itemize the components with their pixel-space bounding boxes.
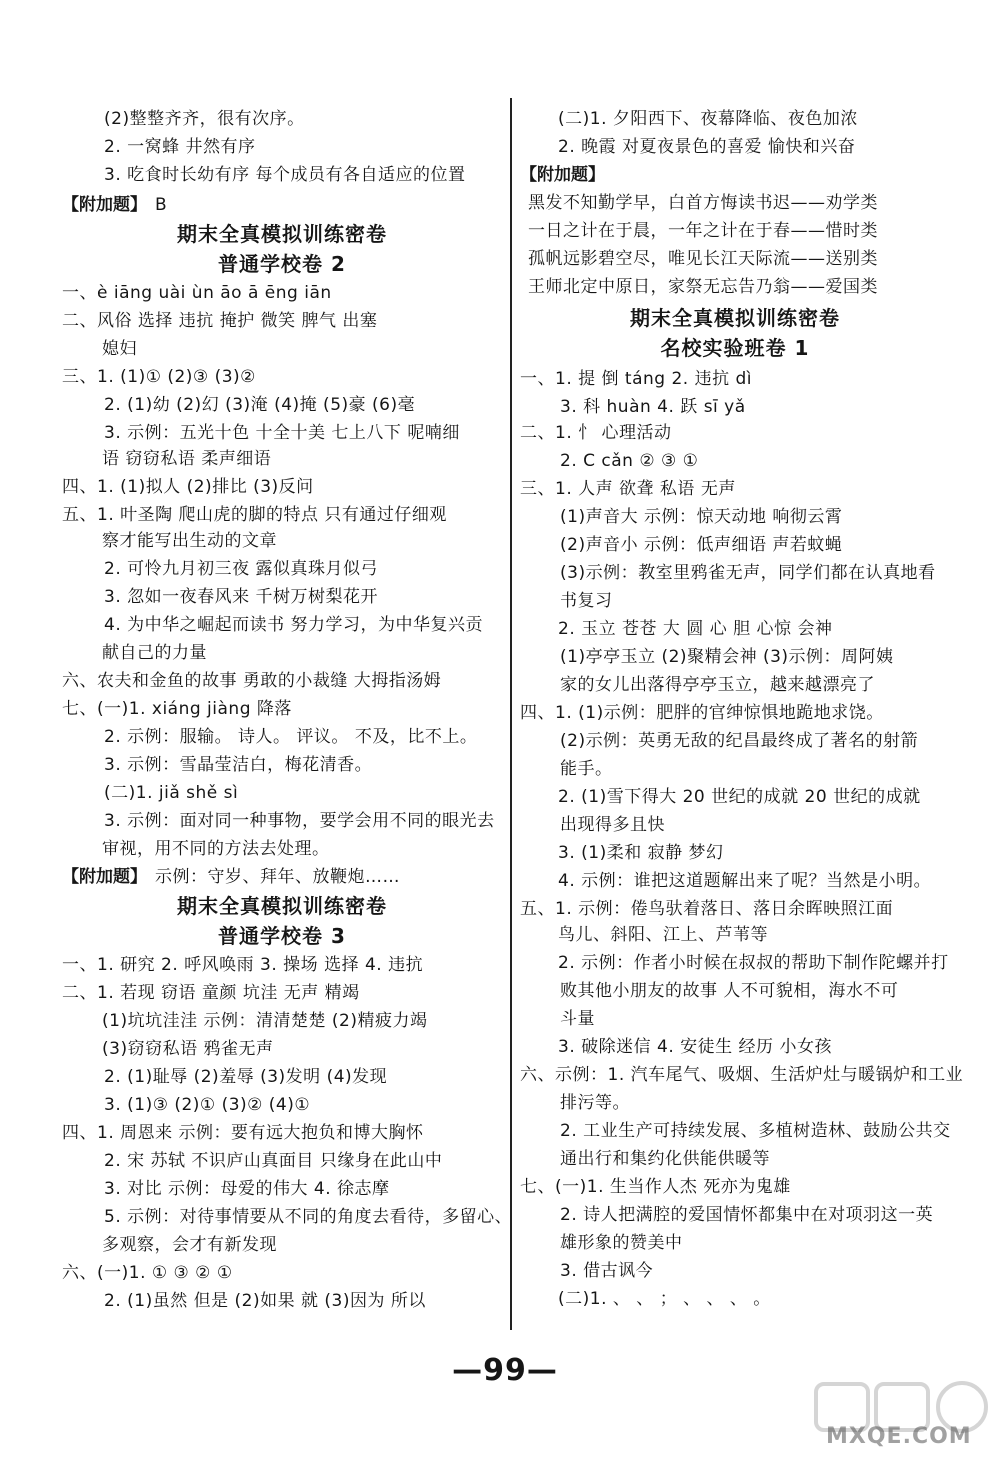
answer-line: 多观察，会才有新发现: [102, 1235, 277, 1255]
answer-line: 排污等。: [560, 1093, 630, 1113]
answer-line: 2. 一窝蜂 井然有序: [104, 137, 256, 157]
answer-line: 3. (1)柔和 寂静 梦幻: [558, 843, 724, 863]
answer-line: 五、1. 示例：倦鸟驮着落日、落日余晖映照江面: [520, 899, 894, 919]
answer-line: 3. 破除迷信 4. 安徒生 经历 小女孩: [558, 1037, 832, 1057]
answer-text: B: [155, 195, 168, 215]
answer-line: 2. (1)耻辱 (2)羞辱 (3)发明 (4)发现: [104, 1067, 388, 1087]
section-heading: 期末全真模拟训练密卷: [177, 222, 387, 246]
answer-line: 4. 为中华之崛起而读书 努力学习，为中华复兴贡: [104, 615, 484, 635]
answer-line: 2. 诗人把满腔的爱国情怀都集中在对项羽这一英: [560, 1205, 934, 1225]
answer-line: (3)窃窃私语 鸦雀无声: [102, 1039, 274, 1059]
extra-question-line: [62, 864, 400, 890]
answer-line: 2. 玉立 苍苍 大 圆 心 胆 心惊 会神: [558, 619, 833, 639]
answer-line: (3)示例：教室里鸦雀无声，同学们都在认真地看: [560, 563, 936, 583]
answer-line: 三、1. 人声 欲聋 私语 无声: [520, 479, 736, 499]
answer-line: 一、1. 提 倒 táng 2. 违抗 dì: [520, 369, 753, 389]
answer-line: 一、è iāng uài ùn āo ā ēng iān: [62, 283, 332, 303]
answer-line: 4. 示例：谁把这道题解出来了呢？当然是小明。: [558, 871, 932, 891]
section-heading: 名校实验班卷 1: [660, 336, 810, 360]
answer-line: 3. (1)③ (2)① (3)② (4)①: [104, 1095, 311, 1115]
answer-line: 败其他小朋友的故事 人不可貌相，海水不可: [560, 981, 899, 1001]
answer-line: (2)示例：英勇无敌的纪昌最终成了著名的射箭: [560, 731, 919, 751]
answer-line: (1)声音大 示例：惊天动地 响彻云霄: [560, 507, 843, 527]
page-number: —99—: [452, 1353, 558, 1388]
answer-line: 2. 示例：作者小时候在叔叔的帮助下制作陀螺并打: [558, 953, 949, 973]
watermark-text: MXQE.COM: [826, 1424, 972, 1449]
answer-line: 书复习: [560, 591, 613, 611]
answer-line: 2. (1)幼 (2)幻 (3)淹 (4)掩 (5)豪 (6)毫: [104, 395, 416, 415]
answer-line: 六、(一)1. ① ③ ② ①: [62, 1263, 233, 1283]
answer-line: 2. 可怜九月初三夜 露似真珠月似弓: [104, 559, 379, 579]
answer-line: (二)1. jiǎ shě sì: [104, 783, 239, 803]
answer-line: 鸟儿、斜阳、江上、芦苇等: [558, 925, 768, 945]
answer-line: 2. 宋 苏轼 不识庐山真面目 只缘身在此山中: [104, 1151, 443, 1171]
answer-line: 3. 借古讽今: [560, 1261, 654, 1281]
answer-line: 二、风俗 选择 违抗 掩护 微笑 脾气 出塞: [62, 311, 378, 331]
extra-question-tag: 【附加题】: [62, 867, 147, 887]
answer-line: 媳妇: [102, 339, 137, 359]
answer-line: 能手。: [560, 759, 613, 779]
answer-line: 孤帆远影碧空尽，唯见长江天际流——送别类: [528, 249, 878, 269]
extra-question-tag: 【附加题】: [62, 195, 147, 215]
answer-line: 献自己的力量: [102, 643, 207, 663]
answer-line: 一日之计在于晨，一年之计在于春——惜时类: [528, 221, 878, 241]
answer-line: 察才能写出生动的文章: [102, 531, 277, 551]
answer-line: 一、1. 研究 2. 呼风唤雨 3. 操场 选择 4. 违抗: [62, 955, 424, 975]
answer-line: 七、(一)1. xiáng jiàng 降落: [62, 699, 292, 719]
answer-line: 五、1. 叶圣陶 爬山虎的脚的特点 只有通过仔细观: [62, 505, 447, 525]
answer-line: 3. 吃食时长幼有序 每个成员有各自适应的位置: [104, 165, 466, 185]
answer-line: 3. 示例：面对同一种事物，要学会用不同的眼光去: [104, 811, 495, 831]
answer-line: (1)亭亭玉立 (2)聚精会神 (3)示例：周阿姨: [560, 647, 894, 667]
answer-line: 家的女儿出落得亭亭玉立，越来越漂亮了: [560, 675, 875, 695]
answer-line: 通出行和集约化供能供暖等: [560, 1149, 770, 1169]
answer-line: 2. 晚霞 对夏夜景色的喜爱 愉快和兴奋: [558, 137, 856, 157]
section-heading: 期末全真模拟训练密卷: [177, 894, 387, 918]
answer-line: 3. 示例：五光十色 十全十美 七上八下 呢喃细: [104, 423, 460, 443]
answer-line: 2. (1)虽然 但是 (2)如果 就 (3)因为 所以: [104, 1291, 426, 1311]
answer-line: 七、(一)1. 生当作人杰 死亦为鬼雄: [520, 1177, 791, 1197]
answer-line: 王师北定中原日，家祭无忘告乃翁——爱国类: [528, 277, 878, 297]
column-divider: [510, 98, 512, 1330]
answer-line: (二)1. 夕阳西下、夜幕降临、夜色加浓: [558, 109, 858, 129]
answer-line: 六、农夫和金鱼的故事 勇敢的小裁缝 大拇指汤姆: [62, 671, 442, 691]
extra-question-line: [62, 192, 167, 218]
answer-line: 2. (1)雪下得大 20 世纪的成就 20 世纪的成就: [558, 787, 921, 807]
answer-line: 四、1. (1)拟人 (2)排比 (3)反问: [62, 477, 314, 497]
answer-line: 四、1. (1)示例：肥胖的官绅惊惧地跪地求饶。: [520, 703, 884, 723]
answer-line: (2)整整齐齐，很有次序。: [104, 109, 305, 129]
answer-text: 示例：守岁、拜年、放鞭炮……: [155, 867, 400, 887]
answer-line: 2. C cǎn ② ③ ①: [560, 451, 699, 471]
answer-line: 斗量: [560, 1009, 595, 1029]
answer-line: 3. 忽如一夜春风来 千树万树梨花开: [104, 587, 379, 607]
answer-line: (2)声音小 示例：低声细语 声若蚊蝇: [560, 535, 843, 555]
answer-line: 黑发不知勤学早，白首方悔读书迟——劝学类: [528, 193, 878, 213]
answer-line: 审视，用不同的方法去处理。: [102, 839, 330, 859]
extra-question-line: [520, 162, 605, 188]
answer-line: 语 窃窃私语 柔声细语: [102, 449, 272, 469]
answer-line: 二、1. 忄 心理活动: [520, 423, 672, 443]
answer-line: 3. 对比 示例：母爱的伟大 4. 徐志摩: [104, 1179, 390, 1199]
section-heading: 普通学校卷 3: [218, 924, 346, 948]
section-heading: 期末全真模拟训练密卷: [630, 306, 840, 330]
answer-line: 雄形象的赞美中: [560, 1233, 683, 1253]
answer-line: (二)1. 、 、 ； 、 、 、 。: [558, 1289, 771, 1309]
answer-line: 5. 示例：对待事情要从不同的角度去看待，多留心、: [104, 1207, 513, 1227]
answer-line: 3. 科 huàn 4. 跃 sī yǎ: [560, 397, 746, 417]
answer-line: 出现得多且快: [560, 815, 665, 835]
section-heading: 普通学校卷 2: [218, 252, 346, 276]
answer-line: 六、示例：1. 汽车尾气、吸烟、生活炉灶与暖锅炉和工业: [520, 1065, 964, 1085]
extra-question-tag: 【附加题】: [520, 165, 605, 185]
answer-line: (1)坑坑洼洼 示例：清清楚楚 (2)精疲力竭: [102, 1011, 428, 1031]
answer-line: 2. 工业生产可持续发展、多植树造林、鼓励公共交: [560, 1121, 951, 1141]
answer-line: 四、1. 周恩来 示例：要有远大抱负和博大胸怀: [62, 1123, 424, 1143]
answer-line: 2. 示例：服输。 诗人。 评议。 不及，比不上。: [104, 727, 478, 747]
answer-line: 3. 示例：雪晶莹洁白，梅花清香。: [104, 755, 373, 775]
answer-line: 三、1. (1)① (2)③ (3)②: [62, 367, 256, 387]
answer-line: 二、1. 若现 窃语 童颜 坑洼 无声 精竭: [62, 983, 360, 1003]
